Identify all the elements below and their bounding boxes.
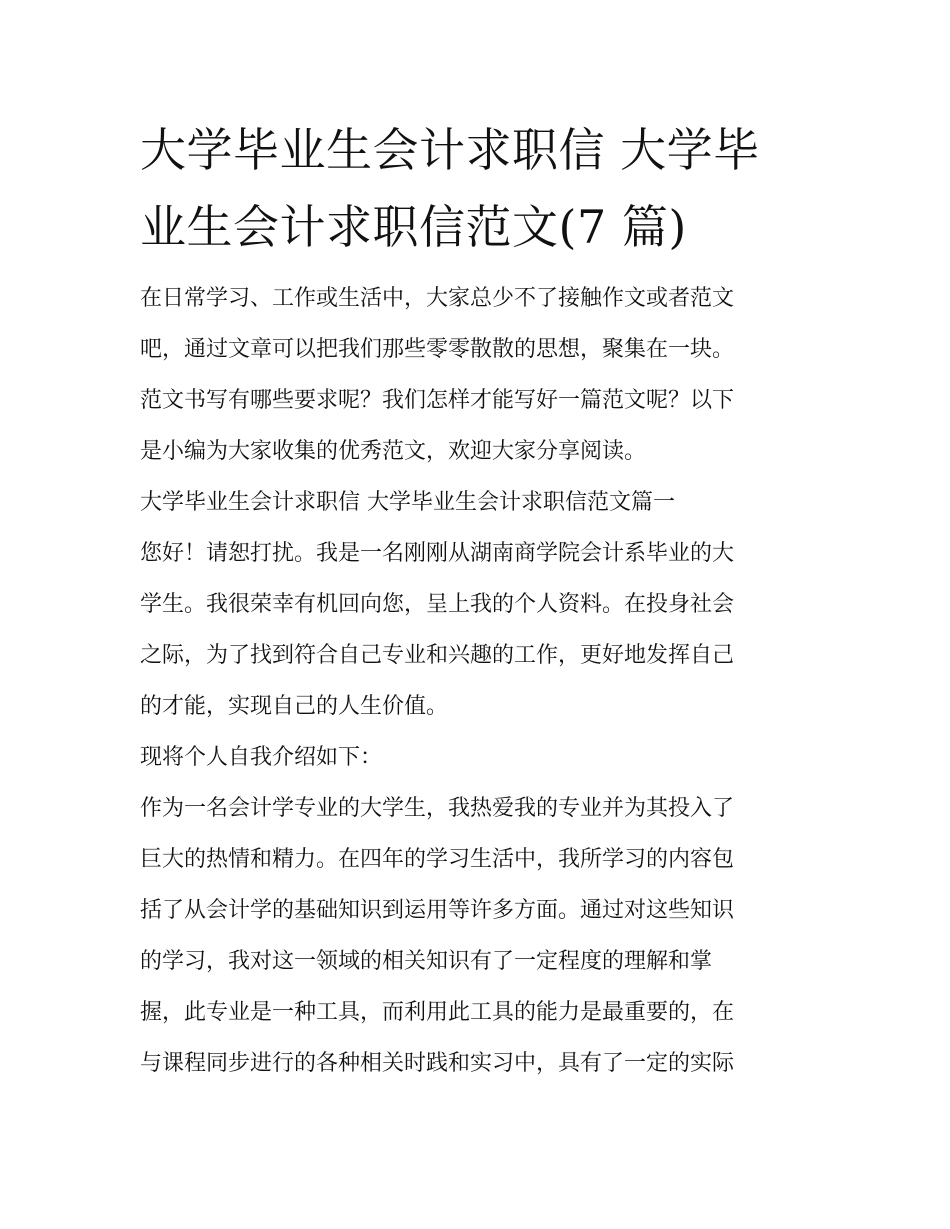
text-line: 巨大的热情和精力。在四年的学习生活中，我所学习的内容包 [140,847,735,872]
title-line: 业生会计求职信范文(7 篇) [140,200,687,254]
document-title [140,112,812,266]
letter-paragraph-greeting [140,528,812,732]
text-line: 学生。我很荣幸有机回向您，呈上我的个人资料。在投身社会 [140,592,735,617]
intro-paragraph [140,273,812,477]
text-line: 与课程同步进行的各种相关时践和实习中，具有了一定的实际 [140,1051,735,1076]
section-heading [140,477,812,528]
letter-paragraph-major [140,783,812,1089]
text-line: 现将个人自我介绍如下： [140,745,383,770]
text-line: 大学毕业生会计求职信 大学毕业生会计求职信范文篇一 [140,490,675,515]
document-page [140,112,812,1089]
text-line: 之际，为了找到符合自己专业和兴趣的工作，更好地发挥自己 [140,643,735,668]
text-line: 您好！请恕打扰。我是一名刚刚从湖南商学院会计系毕业的大 [140,541,735,566]
text-line: 范文书写有哪些要求呢？我们怎样才能写好一篇范文呢？以下 [140,388,735,413]
letter-paragraph-intro [140,732,812,783]
text-line: 在日常学习、工作或生活中，大家总少不了接触作文或者范文 [140,286,735,311]
text-line: 吧，通过文章可以把我们那些零零散散的思想，聚集在一块。 [140,337,735,362]
title-line: 大学毕业生会计求职信 大学毕 [140,123,760,177]
text-line: 作为一名会计学专业的大学生，我热爱我的专业并为其投入了 [140,796,735,821]
text-line: 的才能，实现自己的人生价值。 [140,694,449,719]
text-line: 括了从会计学的基础知识到运用等许多方面。通过对这些知识 [140,898,735,923]
text-line: 握，此专业是一种工具，而利用此工具的能力是最重要的，在 [140,1000,735,1025]
text-line: 的学习，我对这一领域的相关知识有了一定程度的理解和掌 [140,949,713,974]
text-line: 是小编为大家收集的优秀范文，欢迎大家分享阅读。 [140,439,647,464]
